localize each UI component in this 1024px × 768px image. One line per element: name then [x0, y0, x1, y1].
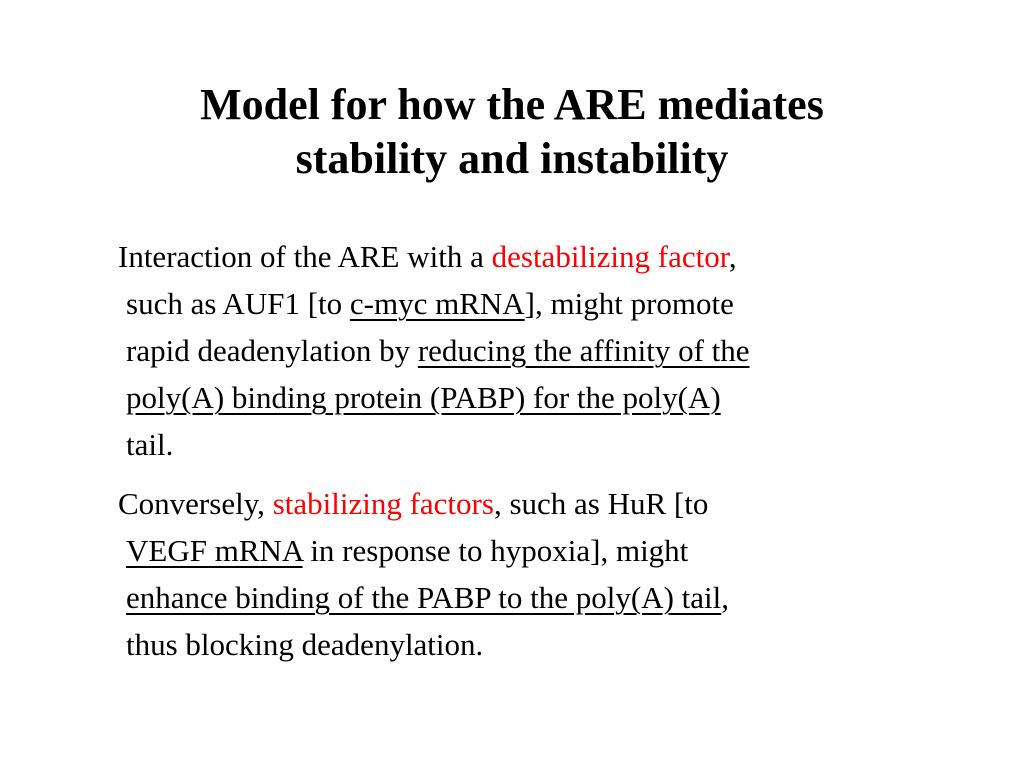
- destabilizing-factor-term: destabilizing factor: [491, 239, 729, 274]
- stabilizing-factors-term: stabilizing factors: [272, 486, 494, 521]
- para1-line-5: tail.: [126, 427, 174, 462]
- text: ,: [721, 580, 729, 615]
- text: ], might promote: [524, 286, 734, 321]
- text: , such as HuR [to: [493, 486, 709, 521]
- text: such as AUF1 [to: [126, 286, 350, 321]
- slide-title: [0, 78, 1024, 186]
- text: in response to hypoxia], might: [302, 533, 689, 568]
- paragraph-destabilizing: [118, 233, 948, 468]
- enhance-binding-phrase: enhance binding of the PABP to the poly(A) tail: [126, 580, 722, 615]
- para2-line-2: [118, 527, 948, 574]
- cmyc-mrna-term: c-myc mRNA: [349, 286, 525, 321]
- text: Conversely,: [118, 486, 273, 521]
- vegf-mrna-term: VEGF mRNA: [126, 533, 303, 568]
- text: Interaction of the ARE with a: [118, 239, 492, 274]
- para2-line-1: [118, 480, 948, 527]
- para1-line-3: [118, 327, 948, 374]
- para1-line-4: [118, 374, 948, 421]
- text: rapid deadenylation by: [126, 333, 418, 368]
- para1-line-1: [118, 233, 948, 280]
- pabp-phrase: poly(A) binding protein (PABP) for the poly(A): [126, 380, 721, 415]
- text: ,: [728, 239, 737, 274]
- para1-line-2: [118, 280, 948, 327]
- para2-line-4: thus blocking deadenylation.: [126, 627, 484, 662]
- title-line-2: stability and instability: [295, 134, 729, 183]
- para2-line-3: [118, 574, 948, 621]
- title-line-1: Model for how the ARE mediates: [200, 80, 824, 129]
- paragraph-stabilizing: [118, 480, 948, 668]
- reducing-affinity-phrase: reducing the affinity of the: [417, 333, 750, 368]
